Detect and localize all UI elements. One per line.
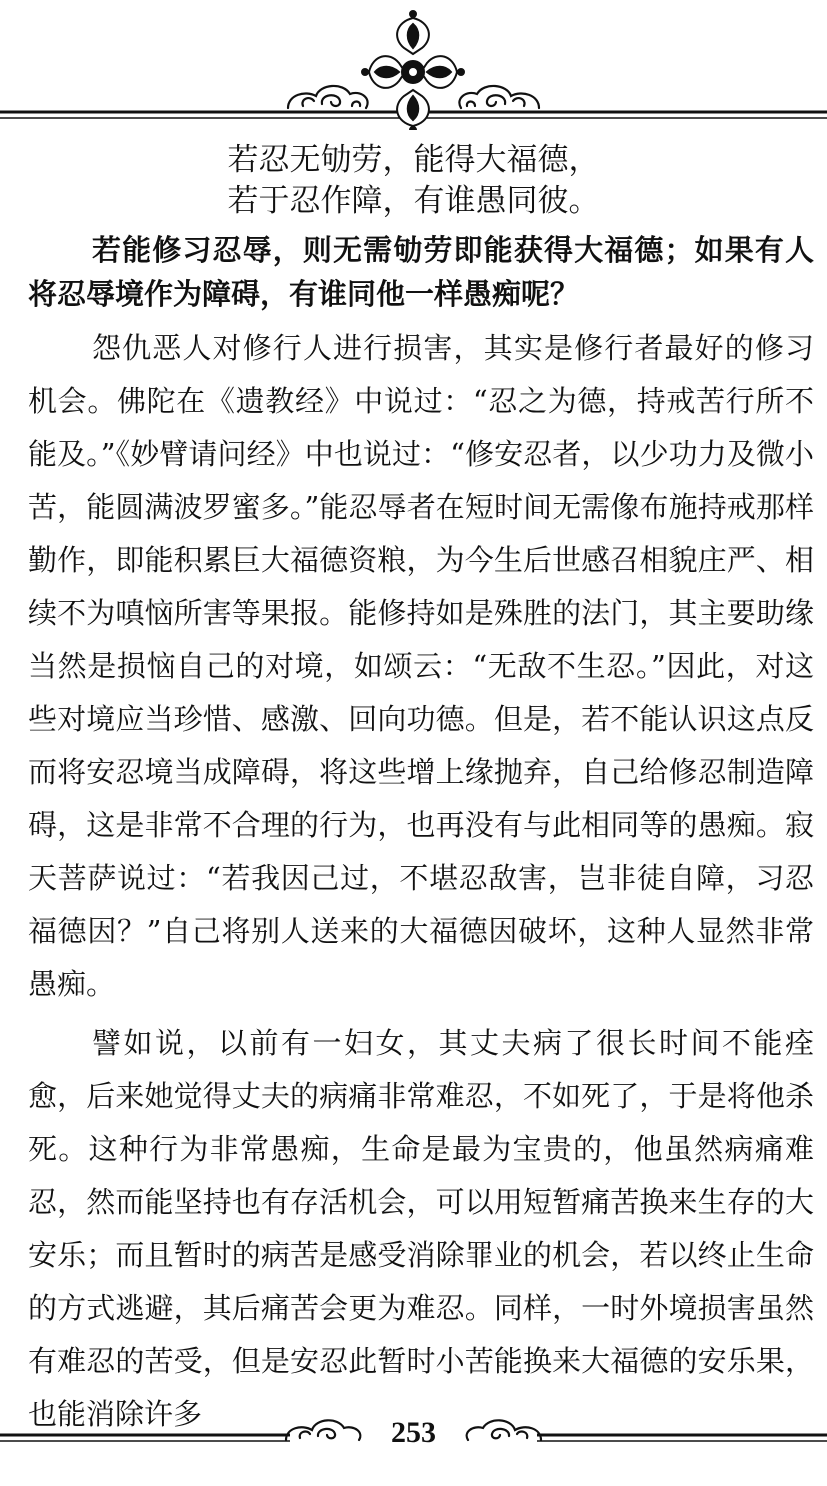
verse-line-1: 若忍无劬劳，能得大福德， — [227, 142, 600, 178]
verse-line-2: 若于忍作障，有谁愚同彼。 — [227, 183, 600, 219]
commentary-paragraph-1: 怨仇恶人对修行人进行损害，其实是修行者最好的修习机会。佛陀在《遗教经》中说过：“忍之为德，持戒苦行所不能及。”《妙臂请问经》中也说过：“修安忍者，以少功力及微小苦，能圆满波罗蜜多。”能忍辱者在短时间无需像布施持戒那样勤作，即能积累巨大福德资粮，为今生后世感召相貌庄严、相续不为嗔恼所害等果报。能修持如是殊胜的法门，其主要助缘当然是损恼自己的对境，如颂云：“无敌不生忍。”因此，对这些对境应当珍惜、感激、回向功德。但是，若不能认识这点反而将安忍境当成障碍，将这些增上缘抛弃，自己给修忍制造障碍，这是非常不合理的行为，也再没有与此相同等的愚痴。寂天菩萨说过：“若我因己过，不堪忍敌害，岂非徒自障，习忍福德因？”自己将别人送来的大福德因破坏，这种人显然非常愚痴。 — [28, 331, 814, 1001]
verse-explanation: 若能修习忍辱，则无需劬劳即能获得大福德；如果有人将忍辱境作为障碍，有谁同他一样愚痴呢？ — [28, 233, 814, 311]
verse-block — [0, 140, 827, 222]
commentary-paragraph-2: 譬如说，以前有一妇女，其丈夫病了很长时间不能痊愈，后来她觉得丈夫的病痛非常难忍，不如死了，于是将他杀死。这种行为非常愚痴，生命是最为宝贵的，他虽然病痛难忍，然而能坚持也有存活机会，可以用短暂痛苦换来生存的大安乐；而且暂时的病苦是感受消除罪业的机会，若以终止生命的方式逃避，其后痛苦会更为难忍。同样，一时外境损害虽然有难忍的苦受，但是安忍此暂时小苦能换来大福德的安乐果，也能消除许多 — [28, 1026, 814, 1431]
cloud-scroll-right-icon — [459, 86, 539, 108]
cloud-scroll-left-icon — [288, 86, 368, 108]
page-number: 253 — [391, 1416, 436, 1449]
commentary-body — [28, 322, 814, 1441]
header-ornament — [0, 0, 827, 130]
